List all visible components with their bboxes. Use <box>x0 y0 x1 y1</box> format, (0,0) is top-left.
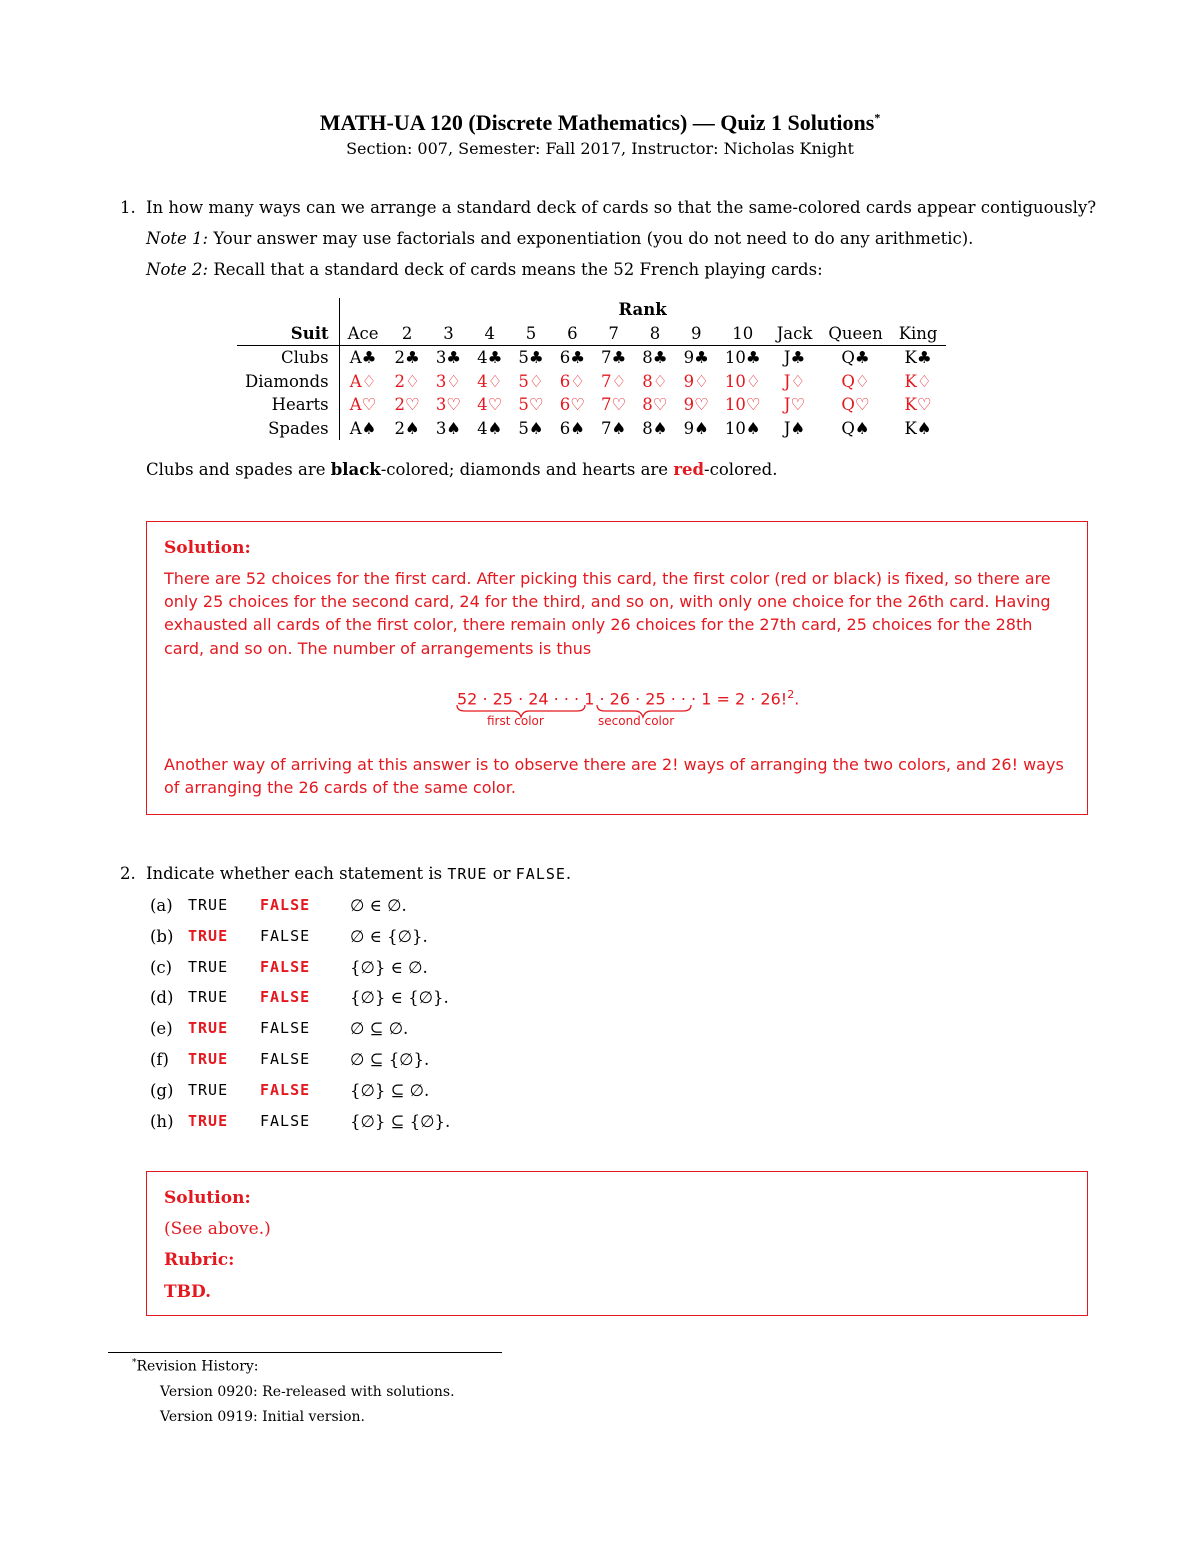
q1-note2: Note 2: Recall that a standard deck of cards means the 52 French playing cards: <box>146 260 823 279</box>
card-cell: 9♣ <box>683 348 709 368</box>
suit-label: Spades <box>237 417 339 441</box>
card-cell: 4♡ <box>477 395 503 415</box>
card-cell: 2♡ <box>394 395 420 415</box>
tf-true-option: TRUE <box>188 896 229 914</box>
q1-equation: 52 · 25 · 24 · · · 1 · 26 · 25 · · · 1 = 2 · 26!$^2$. <box>457 688 800 709</box>
card-cell: 6♢ <box>559 371 585 391</box>
card-cell: 2♢ <box>394 371 420 391</box>
tf-false-option: FALSE <box>260 926 311 945</box>
suit-label: Hearts <box>237 393 339 417</box>
q1-color-note: Clubs and spades are black-colored; diamonds and hearts are red-colored. <box>146 460 778 479</box>
tf-true-option: TRUE <box>188 957 229 976</box>
card-cell: J♠ <box>783 418 806 438</box>
card-cell: Q♡ <box>841 395 870 415</box>
card-cell: 8♣ <box>642 348 668 368</box>
q2-solution-label: Solution: <box>164 1188 251 1208</box>
rank-column-header: 5 <box>510 322 551 346</box>
q2-number: 2. <box>120 864 136 883</box>
card-cell: 9♠ <box>683 418 709 438</box>
tf-statement: {∅} ∈ {∅}. <box>350 988 449 1008</box>
tf-true-option: TRUE <box>188 1050 229 1068</box>
tf-false-option: FALSE <box>260 1080 311 1099</box>
tf-item-label: (b) <box>150 926 174 946</box>
tf-item-label: (h) <box>150 1111 174 1131</box>
suit-header: Suit <box>237 322 339 346</box>
card-cell: 2♠ <box>394 418 420 438</box>
tf-false-option: FALSE <box>260 1111 311 1130</box>
card-cell: 9♡ <box>683 395 709 415</box>
card-cell: 3♢ <box>435 371 462 391</box>
q2-text: Indicate whether each statement is TRUE or FALSE. <box>146 864 572 883</box>
footnote-line-2: Version 0919: Initial version. <box>160 1409 366 1425</box>
card-cell: 10♣ <box>724 348 761 368</box>
card-cell: 5♢ <box>518 371 544 391</box>
tf-true-option: TRUE <box>188 988 229 1007</box>
card-cell: 6♡ <box>559 395 585 415</box>
q1-solution-paragraph1: There are 52 choices for the first card. After picking this card, the first color (red or black) is fixed, so there are only 25 choices for the second card, 24 for the third, and so on, with only one choice for the 26th card. Having exhausted all cards of the first color, there remain only 26 choices for the 27th card, 25 choices for the 28th card, and so on. The number of arrangements is thus <box>164 569 1051 658</box>
tf-statement: ∅ ⊆ ∅. <box>350 1019 409 1039</box>
suit-row-diamonds <box>237 370 946 394</box>
brace-label-first-color: first color <box>487 714 544 728</box>
rank-column-header: Queen <box>820 322 890 346</box>
rank-column-header: 7 <box>593 322 634 346</box>
eq-first-color-product: 52 · 25 · 24 · · · 1 <box>457 689 595 709</box>
suit-row-spades <box>237 417 946 441</box>
tf-statement: ∅ ∈ {∅}. <box>350 926 428 946</box>
q2-solution-box <box>146 1171 1088 1316</box>
card-cell: J♣ <box>783 348 806 368</box>
tf-item-label: (f) <box>150 1050 169 1069</box>
tf-true-option: TRUE <box>188 1080 229 1099</box>
card-cell: 10♢ <box>724 371 761 391</box>
tf-item-label: (g) <box>150 1080 174 1100</box>
tf-statement: {∅} ⊆ ∅. <box>350 1080 430 1100</box>
card-cell: 5♣ <box>518 348 544 368</box>
card-cell: J♢ <box>783 371 806 391</box>
suit-row-hearts <box>237 393 946 417</box>
brace-label-second-color: second color <box>598 714 675 728</box>
card-cell: 10♡ <box>724 395 761 415</box>
suit-label: Diamonds <box>237 370 339 394</box>
deck-table <box>237 298 946 440</box>
card-cell: 8♠ <box>642 418 668 438</box>
q1-text: In how many ways can we arrange a standard deck of cards so that the same-colored cards appear contiguously? <box>146 198 1097 217</box>
card-cell: 8♢ <box>642 371 668 391</box>
tf-false-option: FALSE <box>260 988 311 1007</box>
card-cell: 7♢ <box>601 371 627 391</box>
q1-number: 1. <box>120 198 136 217</box>
rank-column-header: 6 <box>552 322 593 346</box>
q1-solution-label: Solution: <box>164 538 251 558</box>
card-cell: 6♣ <box>559 348 585 368</box>
rank-header: Rank <box>618 300 667 320</box>
rank-column-header: 9 <box>676 322 717 346</box>
rank-column-header: King <box>891 322 946 346</box>
card-cell: 4♠ <box>477 418 503 438</box>
rank-column-header: Ace <box>339 322 386 346</box>
card-cell: 5♡ <box>518 395 544 415</box>
card-cell: 8♡ <box>642 395 668 415</box>
card-cell: 9♢ <box>683 371 709 391</box>
card-cell: 7♡ <box>601 395 627 415</box>
card-cell: 4♢ <box>477 371 503 391</box>
suit-label: Clubs <box>237 346 339 370</box>
page-subtitle: Section: 007, Semester: Fall 2017, Instructor: Nicholas Knight <box>346 139 854 158</box>
tf-statement: {∅} ∈ ∅. <box>350 957 428 977</box>
eq-second-color-product: 26 · 25 · · · 1 <box>609 689 712 709</box>
card-cell: K♢ <box>904 371 932 391</box>
card-cell: 3♣ <box>435 348 462 368</box>
card-cell: 3♠ <box>435 418 462 438</box>
q1-solution-paragraph2: Another way of arriving at this answer is to observe there are 2! ways of arranging the two colors, and 26! ways of arranging the 26 cards of the same color. <box>164 755 1064 798</box>
tf-item-label: (a) <box>150 896 173 915</box>
rank-column-header: 8 <box>634 322 675 346</box>
footnote-rule <box>108 1352 502 1353</box>
tf-statement: {∅} ⊆ {∅}. <box>350 1111 451 1131</box>
rank-column-header: 2 <box>387 322 428 346</box>
card-cell: Q♢ <box>841 371 870 391</box>
rank-column-header: 3 <box>428 322 469 346</box>
card-cell: 6♠ <box>559 418 585 438</box>
rank-column-header: Jack <box>769 322 821 346</box>
page-title: MATH-UA 120 (Discrete Mathematics) — Quiz 1 Solutions* <box>319 110 881 135</box>
card-cell: Q♣ <box>841 348 870 368</box>
card-cell: Q♠ <box>841 418 870 438</box>
tf-false-option: FALSE <box>260 1050 311 1068</box>
card-cell: A♢ <box>349 371 377 391</box>
tf-item-label: (d) <box>150 988 174 1008</box>
q2-rubric-text: TBD. <box>164 1282 212 1302</box>
card-cell: 5♠ <box>518 418 544 438</box>
suit-row-clubs <box>237 346 946 370</box>
card-cell: 7♠ <box>601 418 627 438</box>
q1-solution-box <box>146 521 1088 815</box>
q2-solution-text: (See above.) <box>164 1219 271 1239</box>
tf-false-option: FALSE <box>260 896 311 914</box>
tf-true-option: TRUE <box>188 1019 229 1038</box>
tf-statement: ∅ ∈ ∅. <box>350 896 407 915</box>
tf-false-option: FALSE <box>260 957 311 976</box>
tf-statement: ∅ ⊆ {∅}. <box>350 1050 430 1069</box>
card-cell: 7♣ <box>601 348 627 368</box>
tf-item-label: (e) <box>150 1019 173 1039</box>
footnote-line-1: Version 0920: Re-released with solutions. <box>160 1384 455 1400</box>
tf-item-label: (c) <box>150 957 173 977</box>
card-cell: 4♣ <box>477 348 503 368</box>
card-cell: K♠ <box>904 418 932 438</box>
card-cell: A♡ <box>349 395 377 415</box>
rank-column-header: 10 <box>717 322 769 346</box>
card-cell: 2♣ <box>394 348 420 368</box>
rank-column-header: 4 <box>469 322 510 346</box>
tf-true-option: TRUE <box>188 1111 229 1130</box>
card-cell: A♣ <box>349 348 377 368</box>
tf-false-option: FALSE <box>260 1019 311 1038</box>
card-cell: A♠ <box>349 418 377 438</box>
tf-true-option: TRUE <box>188 926 229 945</box>
card-cell: 10♠ <box>724 418 761 438</box>
footnote-heading: *Revision History: <box>132 1358 259 1375</box>
card-cell: 3♡ <box>435 395 462 415</box>
card-cell: K♡ <box>904 395 932 415</box>
q2-rubric-label: Rubric: <box>164 1250 235 1270</box>
card-cell: J♡ <box>783 395 806 415</box>
q1-note1: Note 1: Your answer may use factorials and exponentiation (you do not need to do any arithmetic). <box>146 229 974 248</box>
card-cell: K♣ <box>904 348 932 368</box>
